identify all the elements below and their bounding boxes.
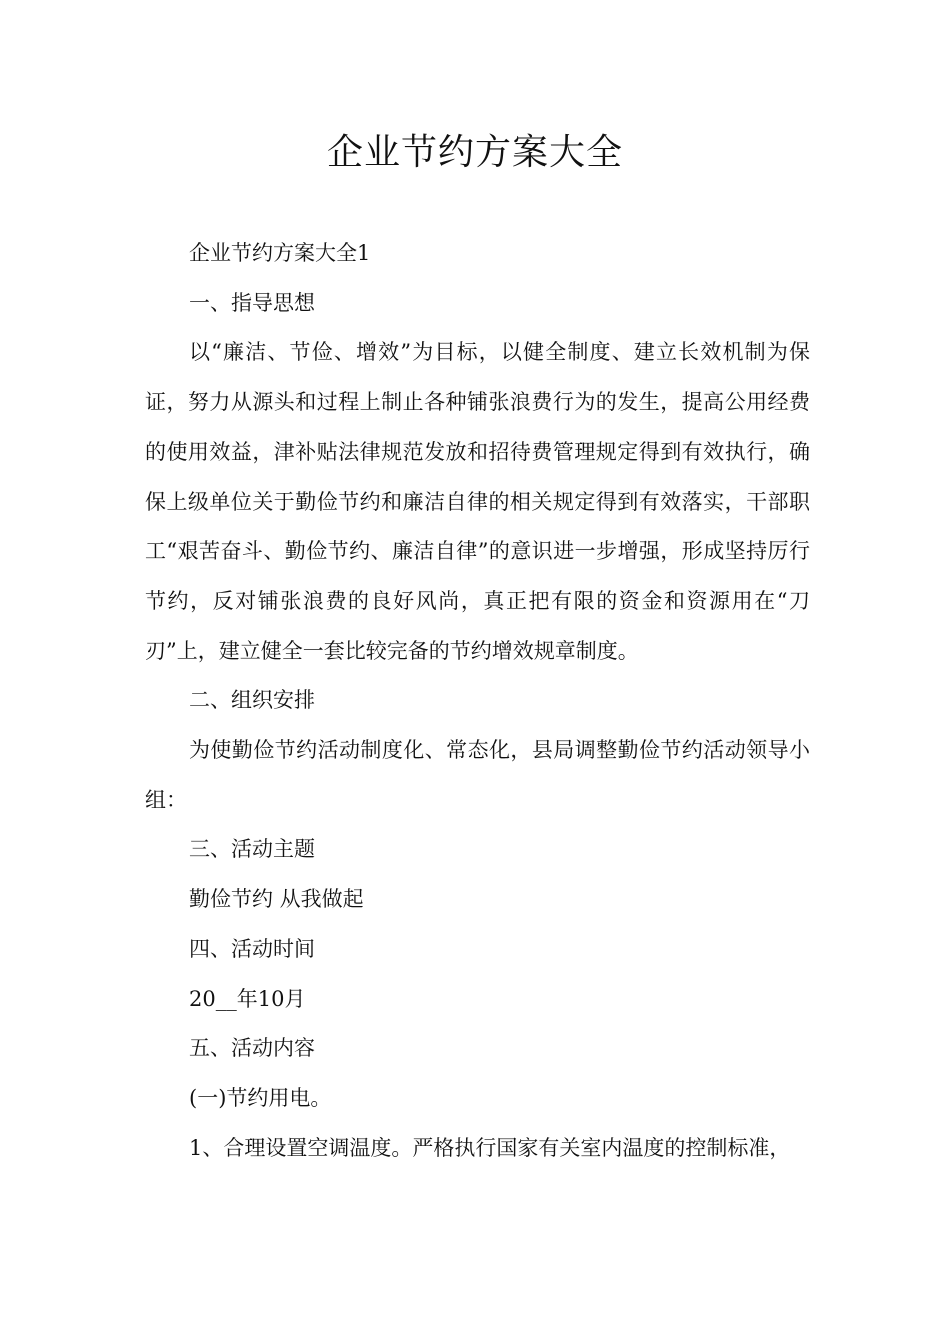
body-paragraph: 为使勤俭节约活动制度化、常态化，县局调整勤俭节约活动领导小组：	[145, 738, 810, 812]
body-paragraph: 1、合理设置空调温度。严格执行国家有关室内温度的控制标准，	[189, 1135, 791, 1160]
body-paragraph: 以“廉洁、节俭、增效”为目标，以健全制度、建立长效机制为保证，努力从源头和过程上制止各种铺张浪费行为的发生，提高公用经费的使用效益，津补贴法律规范发放和招待费管理规定得到有效执行，确保上级单位关于勤俭节约和廉洁自律的相关规定得到有效落实，干部职工“艰苦奋斗、勤俭节约、廉洁自律”的意识进一步增强，形成坚持厉行节约，反对铺张浪费的良好风尚，真正把有限的资金和资源用在“刀刃”上，建立健全一套比较完备的节约增效规章制度。	[145, 340, 810, 663]
document-body	[145, 229, 810, 1173]
section-heading: 二、组织安排	[189, 688, 315, 713]
body-paragraph: 20__年10月	[189, 986, 306, 1011]
section-heading: 一、指导思想	[189, 290, 315, 315]
body-paragraph: 勤俭节约 从我做起	[189, 887, 364, 912]
section-heading: 五、活动内容	[189, 1036, 315, 1061]
section-heading: 三、活动主题	[189, 837, 315, 862]
section-heading: 四、活动时间	[189, 936, 315, 961]
subsection-heading: (一)节约用电。	[189, 1085, 332, 1110]
document-title: 企业节约方案大全	[326, 132, 623, 173]
section-heading: 企业节约方案大全1	[189, 241, 371, 265]
